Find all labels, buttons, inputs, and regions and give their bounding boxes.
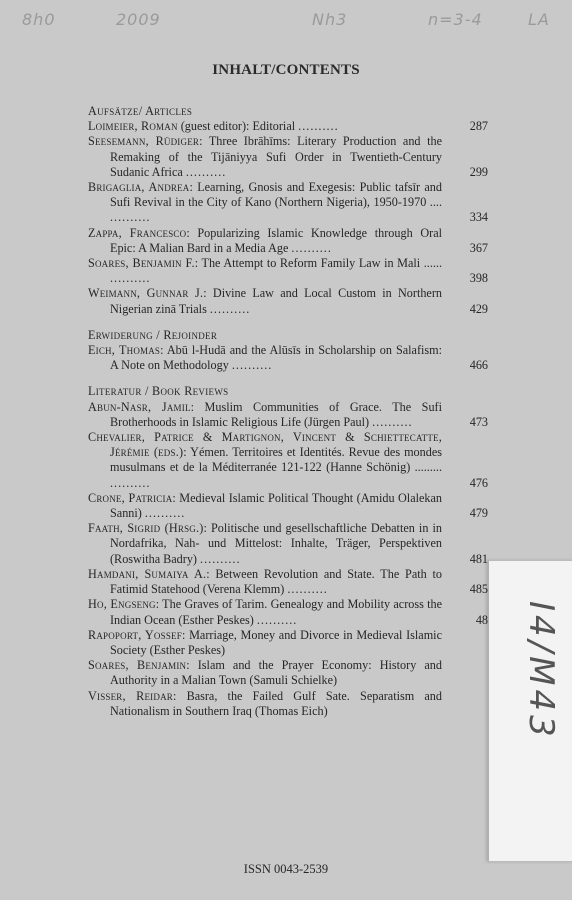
entry-author: Rapoport, Yossef [88, 627, 182, 642]
entry-page: 485 [469, 582, 488, 597]
toc-entry [88, 658, 488, 688]
entry-author: Loimeier, Roman [88, 119, 178, 134]
library-sticker [488, 560, 572, 862]
toc-entry [88, 256, 488, 286]
entry-page: 479 [469, 506, 488, 521]
section-heading: Erwiderung / Rejoinder [88, 327, 218, 342]
leader-dots: .......... [372, 414, 413, 429]
sticker-shelfmark: I4/M43 [521, 601, 561, 741]
leader-dots: .......... [287, 582, 328, 597]
leader-dots: .......... [256, 612, 298, 627]
toc-entry [88, 134, 488, 180]
toc-entry [88, 521, 488, 567]
entry-author: Weimann, Gunnar J. [88, 286, 204, 301]
issn: ISSN 0043-2539 [243, 862, 329, 876]
toc-entry [88, 689, 488, 719]
entry-title: : Three Ibrāhīms: Literary Production and the Remaking of the Tijāniyya Sufi Order in Twentieth-Century Sudanic Africa [110, 134, 442, 179]
section-heading: Aufsätze/ Articles [88, 104, 193, 118]
entry-page: 476 [469, 475, 488, 490]
toc-entry [88, 597, 488, 627]
entry-author: Zappa, Francesco [88, 225, 187, 240]
toc-entry [88, 567, 488, 597]
entry-author: Seesemann, Rüdiger [88, 134, 200, 149]
entry-title: : Yémen. Territoires et Identités. Revue des mondes musulmans et de la Méditerranée 121-122 (Hanne Schönig) ......... [110, 445, 442, 475]
entry-author: Crone, Patricia [88, 490, 173, 505]
entry-author: Faath, Sigrid (Hrsg.) [88, 521, 204, 536]
entry-page: 429 [469, 301, 488, 316]
leader-dots: .......... [231, 358, 273, 373]
leader-dots: .......... [144, 506, 186, 521]
handwritten-note-3: Nh3 [312, 10, 348, 29]
entry-title: : Muslim Communities of Grace. The Sufi Brotherhoods in Islamic Religious Life (Jürgen Paul) [110, 399, 442, 429]
entry-title: (guest editor): Editorial [177, 119, 299, 134]
entry-title: : Popularizing Islamic Knowledge through Oral Epic: A Malian Bard in a Media Age [110, 225, 442, 255]
entry-page: 299 [469, 164, 488, 179]
entry-author: Soares, Benjamin F. [88, 256, 195, 271]
entry-author: Abun-Nasr, Jamil [88, 399, 191, 414]
handwritten-note-4: n=3-4 [428, 10, 483, 29]
entry-title: : Abū l-Hudā and the Alūsīs in Scholarship on Salafism: A Note on Methodology [110, 343, 442, 373]
toc-entry [88, 430, 488, 491]
entry-page: 287 [469, 119, 488, 134]
entry-title: : Medieval Islamic Political Thought (Amidu Olalekan Sanni) [110, 490, 442, 521]
leader-dots: .......... [200, 551, 241, 566]
toc-entry [88, 226, 488, 256]
handwritten-note-5: LA [528, 10, 550, 29]
toc-entry [88, 286, 488, 316]
entry-title: : Islam and the Prayer Economy: History and Authority in a Malian Town (Samuli Schielke) [110, 658, 442, 688]
entry-title: : Learning, Gnosis and Exegesis: Public tafsīr and Sufi Revival in the City of Kano (Northern Nigeria), 1950-1970 .... [110, 180, 442, 210]
leader-dots: .......... [110, 210, 151, 225]
table-of-contents [88, 104, 488, 719]
entry-author: Ho, Engseng [88, 597, 156, 612]
entry-author: Soares, Benjamin [88, 658, 187, 673]
entry-page: 334 [469, 210, 488, 225]
handwritten-note-1: 8h0 [22, 10, 56, 29]
toc-entry [88, 491, 488, 521]
entry-author: Chevalier, Patrice & Martignon, Vincent & Schiettecatte, Jérémie (eds.) [88, 430, 442, 460]
toc-entry [88, 119, 488, 134]
toc-entry [88, 628, 488, 658]
toc-entry [88, 180, 488, 226]
page-title: INHALT/CONTENTS [212, 62, 360, 78]
entry-author: Eich, Thomas [88, 343, 161, 358]
entry-title: : The Graves of Tarim. Genealogy and Mobility across the Indian Ocean (Esther Peskes) [110, 597, 442, 627]
entry-page: 398 [469, 271, 488, 286]
leader-dots: .......... [291, 240, 332, 255]
entry-title: : Basra, the Failed Gulf Sate. Separatism and Nationalism in Southern Iraq (Thomas Eich) [110, 688, 442, 718]
handwritten-note-2: 2009 [116, 10, 161, 29]
entry-title: : Politische und gesellschaftliche Debatten in in Nordafrika, Nah- und Mittelost: Inhalte, Träger, Perspektiven (Roswitha Badry) [110, 521, 442, 566]
section-heading: Literatur / Book Reviews [88, 384, 229, 399]
toc-entry [88, 343, 488, 373]
leader-dots: .......... [185, 164, 227, 179]
entry-title: : Marriage, Money and Divorce in Medieval Islamic Society (Esther Peskes) [110, 627, 442, 657]
entry-author: Hamdani, Sumaiya A. [88, 566, 207, 581]
leader-dots: .......... [110, 271, 151, 286]
entry-title: : Between Revolution and State. The Path to Fatimid Statehood (Verena Klemm) [110, 566, 442, 597]
entry-page: 481 [469, 551, 488, 566]
entry-author: Visser, Reidar [88, 688, 173, 703]
entry-page: 466 [469, 358, 488, 373]
toc-entry [88, 400, 488, 430]
entry-page: 48 [475, 612, 488, 627]
leader-dots: .......... [110, 475, 151, 490]
leader-dots: .......... [209, 301, 251, 316]
entry-title: : The Attempt to Reform Family Law in Mali ...... [194, 256, 443, 271]
entry-title: : Divine Law and Local Custom in Northern Nigerian zinā Trials [110, 286, 442, 316]
entry-page: 473 [469, 414, 488, 429]
entry-page: 367 [469, 240, 488, 255]
entry-author: Brigaglia, Andrea [88, 180, 190, 195]
leader-dots: .......... [298, 119, 339, 134]
